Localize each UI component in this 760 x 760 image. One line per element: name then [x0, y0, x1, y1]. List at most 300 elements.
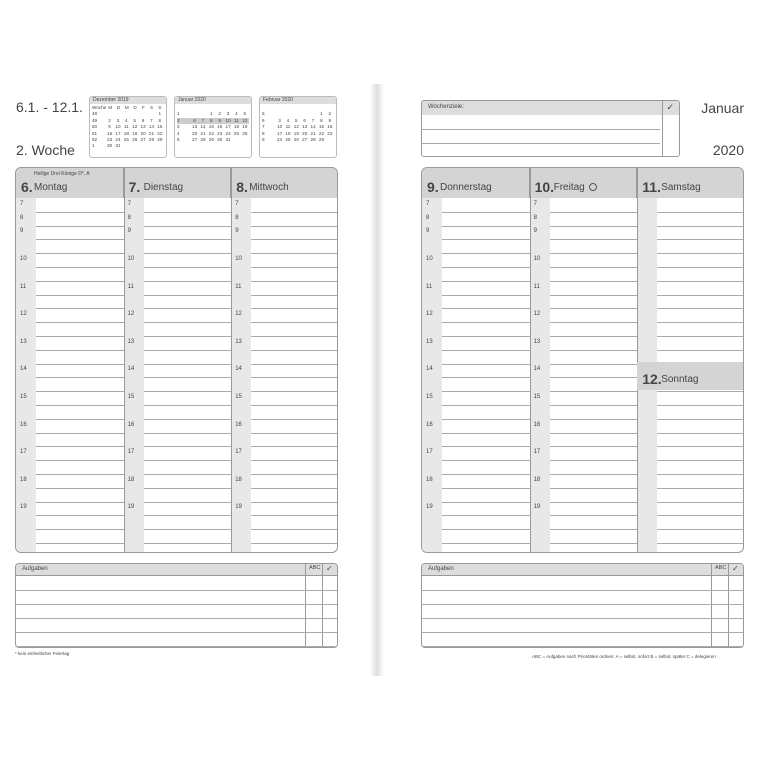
- schedule-line: [144, 377, 232, 378]
- schedule-line: [442, 405, 530, 406]
- schedule-line: [251, 295, 338, 296]
- tasks-divider: [728, 564, 729, 648]
- hour-label: 18: [426, 476, 433, 483]
- schedule-line: [144, 474, 232, 475]
- hour-label: 17: [426, 449, 433, 456]
- weekday-schedule-left: [15, 167, 338, 553]
- task-line: [422, 590, 743, 591]
- schedule-line: [144, 446, 232, 447]
- tasks-divider: [711, 564, 712, 648]
- schedule-line: [657, 543, 744, 544]
- task-line: [16, 618, 337, 619]
- hour-label: 17: [127, 449, 135, 456]
- schedule-line: [144, 502, 232, 503]
- schedule-line: [550, 391, 638, 392]
- schedule-line: [550, 350, 638, 351]
- schedule-line: [550, 336, 638, 337]
- hour-label: 11: [533, 283, 540, 290]
- mini-calendar-title: Januar 2020: [175, 97, 251, 104]
- hour-label: 19: [533, 504, 541, 511]
- hour-label: 11: [235, 283, 242, 290]
- hour-label: 11: [426, 283, 433, 290]
- schedule-line: [442, 391, 530, 392]
- book-gutter: [370, 84, 384, 676]
- hour-label: 13: [20, 338, 27, 345]
- task-line: [422, 618, 743, 619]
- day-cell: 12: [132, 124, 138, 130]
- day-cell: 4: [125, 117, 128, 123]
- schedule-line: [251, 364, 338, 365]
- tasks-label: Aufgaben: [22, 566, 48, 572]
- day-cell: 8: [320, 117, 323, 123]
- hour-label: 7: [426, 200, 430, 207]
- hour-label: 11: [20, 283, 27, 290]
- day-cell: 3: [226, 111, 230, 117]
- day-cell: 24: [277, 136, 283, 142]
- day-cell: [156, 143, 164, 149]
- day-cell: 5: [295, 117, 298, 123]
- schedule-line: [442, 488, 530, 489]
- schedule-line: [550, 543, 638, 544]
- day-cell: 8: [158, 117, 162, 123]
- day-cell: 26: [242, 130, 248, 136]
- schedule-line: [550, 446, 638, 447]
- column-divider: [637, 168, 638, 552]
- day-cell: 5: [243, 111, 247, 117]
- hour-label: 16: [533, 421, 541, 428]
- schedule-line: [657, 295, 744, 296]
- hour-label: 8: [426, 214, 430, 221]
- schedule-line: [251, 350, 338, 351]
- schedule-line: [657, 502, 744, 503]
- day-header-montag: [16, 168, 124, 198]
- day-cell: 26: [132, 136, 138, 142]
- schedule-line: [251, 212, 338, 213]
- schedule-line: [36, 267, 124, 268]
- day-cell: 18: [123, 130, 129, 136]
- schedule-line: [550, 419, 638, 420]
- task-line: [422, 632, 743, 633]
- schedule-line: [657, 267, 744, 268]
- tasks-header: [422, 564, 743, 576]
- schedule-line: [550, 253, 638, 254]
- schedule-line: [144, 267, 232, 268]
- week-number-cell: 48: [92, 111, 98, 117]
- hour-label: 8: [20, 214, 24, 221]
- mini-calendar-grid: [90, 104, 166, 151]
- day-number: 11.: [642, 179, 661, 195]
- day-cell: 19: [242, 124, 248, 130]
- hour-label: 18: [235, 476, 242, 483]
- hour-label: 12: [235, 311, 242, 318]
- schedule-line: [251, 419, 338, 420]
- schedule-line: [36, 446, 124, 447]
- day-cell: 22: [157, 130, 163, 136]
- schedule-line: [144, 239, 232, 240]
- schedule-line: [144, 308, 232, 309]
- schedule-line: [550, 488, 638, 489]
- week-number-cell: 4: [177, 130, 180, 136]
- task-line: [422, 646, 743, 647]
- hour-label: 13: [127, 338, 135, 345]
- hour-label: 18: [20, 476, 27, 483]
- goals-header: [422, 101, 679, 115]
- day-cell: 15: [318, 124, 325, 130]
- year-label: 2020: [712, 142, 744, 158]
- day-cell: 11: [234, 117, 239, 123]
- day-cell: 25: [233, 130, 240, 136]
- schedule-line: [144, 350, 232, 351]
- schedule-line: [36, 515, 124, 516]
- day-cell: 14: [310, 124, 316, 130]
- schedule-line: [144, 460, 232, 461]
- day-cell: 22: [208, 130, 214, 136]
- schedule-line: [442, 295, 530, 296]
- schedule-line: [442, 267, 530, 268]
- hour-label: 7: [235, 200, 239, 207]
- day-cell: 17: [115, 130, 121, 136]
- footnote-priorities: ABC = Aufgaben nach Prioritäten ordnen: A = selbst, sofort B = selbst, später C = delegieren: [532, 654, 716, 659]
- day-number: 7.: [128, 179, 141, 195]
- day-cell: [139, 143, 147, 149]
- schedule-line: [36, 377, 124, 378]
- day-label: Dienstag: [143, 182, 184, 193]
- schedule-line: [442, 474, 530, 475]
- hour-label: 7: [533, 200, 537, 207]
- schedule-line: [144, 488, 232, 489]
- schedule-line: [251, 391, 338, 392]
- day-cell: 10: [115, 124, 121, 130]
- schedule-line: [550, 433, 638, 434]
- schedule-line: [442, 502, 530, 503]
- schedule-line: [144, 226, 232, 227]
- day-cell: 30: [107, 143, 113, 149]
- tasks-header: [16, 564, 337, 576]
- day-cell: 24: [115, 136, 121, 142]
- schedule-line: [251, 488, 338, 489]
- holiday-note: Heilige Drei Könige D*, A: [34, 171, 90, 177]
- hour-label: 19: [20, 504, 27, 511]
- task-line: [16, 590, 337, 591]
- day-cell: 7: [150, 117, 153, 123]
- day-cell: 9: [328, 117, 332, 123]
- tasks-divider: [305, 564, 306, 648]
- schedule-line: [550, 226, 638, 227]
- day-label: Samstag: [661, 182, 701, 193]
- schedule-line: [144, 419, 232, 420]
- schedule-line: [36, 308, 124, 309]
- goals-divider: [662, 101, 663, 157]
- schedule-line: [657, 419, 744, 420]
- schedule-line: [36, 543, 124, 544]
- hour-label: 9: [127, 228, 131, 235]
- day-cell: 14: [148, 124, 155, 130]
- hour-column-shade: [16, 198, 36, 552]
- schedule-line: [144, 433, 232, 434]
- checkmark-icon: ✓: [326, 564, 333, 573]
- day-cell: [147, 143, 155, 149]
- schedule-line: [550, 377, 638, 378]
- goals-label: Wochenziele:: [428, 104, 464, 110]
- hour-label: 16: [127, 421, 135, 428]
- day-cell: [232, 137, 240, 143]
- day-cell: 18: [285, 130, 291, 136]
- day-cell: 30: [217, 136, 223, 142]
- day-cell: 19: [293, 130, 299, 136]
- day-cell: 15: [157, 124, 163, 130]
- schedule-line: [657, 488, 744, 489]
- day-cell: 2: [108, 117, 111, 123]
- schedule-line: [36, 226, 124, 227]
- mini-calendar-grid: [260, 104, 336, 144]
- day-cell: 8: [210, 117, 213, 123]
- schedule-line: [144, 295, 232, 296]
- day-label: Freitag: [554, 182, 597, 193]
- schedule-line: [36, 474, 124, 475]
- schedule-line: [442, 433, 530, 434]
- schedule-line: [144, 212, 232, 213]
- week-number-cell: 1: [92, 143, 95, 149]
- schedule-line: [442, 308, 530, 309]
- schedule-line: [442, 336, 530, 337]
- column-divider: [124, 168, 125, 552]
- week-number-cell: 50: [92, 124, 98, 130]
- day-cell: 13: [302, 124, 308, 130]
- schedule-line: [251, 226, 338, 227]
- day-cell: 12: [242, 117, 248, 123]
- hour-label: 8: [235, 214, 239, 221]
- schedule-line: [36, 322, 124, 323]
- week-number-cell: 1: [177, 111, 180, 117]
- day-cell: 16: [217, 124, 223, 130]
- schedule-line: [144, 391, 232, 392]
- hour-label: 16: [235, 421, 242, 428]
- day-cell: 21: [148, 130, 155, 136]
- weekly-goals-box: [421, 100, 680, 157]
- schedule-line: [442, 446, 530, 447]
- hour-label: 19: [127, 504, 135, 511]
- hour-label: 13: [235, 338, 242, 345]
- schedule-line: [251, 322, 338, 323]
- schedule-line: [442, 239, 530, 240]
- day-cell: 29: [157, 136, 163, 142]
- day-cell: 19: [132, 130, 138, 136]
- hour-label: 9: [426, 228, 430, 235]
- week-number: 2. Woche: [16, 142, 75, 158]
- schedule-line: [251, 543, 338, 544]
- day-cell: [131, 143, 139, 149]
- schedule-line: [442, 226, 530, 227]
- hour-label: 14: [127, 366, 135, 373]
- hour-label: 8: [533, 214, 537, 221]
- schedule-line: [251, 515, 338, 516]
- tasks-box-left: [15, 563, 338, 648]
- week-number-cell: 2: [177, 117, 180, 123]
- schedule-line: [144, 253, 232, 254]
- hour-label: 7: [20, 200, 24, 207]
- task-line: [422, 604, 743, 605]
- day-cell: 21: [200, 130, 206, 136]
- day-cell: 12: [293, 124, 299, 130]
- day-cell: [326, 137, 334, 143]
- task-line: [16, 604, 337, 605]
- hour-label: 15: [426, 394, 433, 400]
- day-cell: 27: [140, 136, 146, 142]
- goals-line: [422, 129, 660, 130]
- day-cell: 10: [225, 117, 231, 123]
- schedule-line: [251, 433, 338, 434]
- mini-calendar-december: [89, 96, 167, 158]
- schedule-line: [657, 308, 744, 309]
- hour-label: 9: [20, 228, 24, 235]
- hour-label: 15: [127, 394, 135, 400]
- task-line: [16, 632, 337, 633]
- day-header-dienstag: [124, 168, 232, 198]
- weekday-label: M: [124, 105, 129, 110]
- hour-label: 15: [235, 394, 242, 400]
- day-cell: 31: [225, 136, 231, 142]
- weekday-label: S: [150, 105, 154, 110]
- schedule-line: [144, 543, 232, 544]
- day-cell: 27: [192, 136, 198, 142]
- tasks-divider: [322, 564, 323, 648]
- schedule-line: [36, 239, 124, 240]
- day-header-sonntag: [637, 362, 744, 390]
- day-label: Mittwoch: [249, 182, 289, 193]
- schedule-line: [36, 253, 124, 254]
- schedule-line: [36, 281, 124, 282]
- weekday-label: D: [133, 105, 137, 110]
- schedule-line: [442, 212, 530, 213]
- day-cell: 7: [201, 117, 205, 123]
- hour-label: 10: [426, 256, 433, 262]
- schedule-line: [657, 433, 744, 434]
- day-cell: 21: [310, 130, 316, 136]
- schedule-line: [550, 322, 638, 323]
- schedule-line: [442, 460, 530, 461]
- day-cell: 9: [108, 124, 111, 130]
- day-number: 6.: [21, 179, 33, 195]
- day-cell: 9: [218, 117, 221, 123]
- day-cell: 20: [140, 130, 146, 136]
- day-number: 8.: [236, 179, 248, 195]
- hour-label: 13: [426, 338, 433, 345]
- checkmark-icon: ✓: [732, 564, 739, 573]
- day-cell: 7: [311, 117, 315, 123]
- schedule-line: [36, 502, 124, 503]
- schedule-line: [36, 488, 124, 489]
- day-cell: 10: [277, 124, 283, 130]
- week-number-cell: 5: [262, 111, 265, 117]
- schedule-line: [442, 377, 530, 378]
- schedule-line: [36, 336, 124, 337]
- day-header-samstag: [637, 168, 744, 198]
- schedule-line: [36, 433, 124, 434]
- schedule-line: [251, 474, 338, 475]
- hour-label: 11: [127, 283, 134, 290]
- schedule-line: [657, 253, 744, 254]
- mini-calendar-title: Februar 2020: [260, 97, 336, 104]
- schedule-line: [657, 281, 744, 282]
- schedule-line: [442, 281, 530, 282]
- schedule-line: [144, 515, 232, 516]
- schedule-line: [550, 212, 638, 213]
- day-cell: 5: [133, 117, 136, 123]
- schedule-line: [251, 377, 338, 378]
- day-cell: 4: [286, 117, 290, 123]
- day-cell: 3: [278, 117, 281, 123]
- schedule-line: [36, 364, 124, 365]
- hour-label: 17: [20, 449, 27, 456]
- day-cell: 14: [200, 124, 206, 130]
- hour-label: 15: [20, 394, 27, 400]
- day-cell: 28: [200, 136, 206, 142]
- day-cell: 3: [116, 117, 120, 123]
- schedule-line: [657, 212, 744, 213]
- moon-phase-icon: [589, 183, 597, 191]
- mini-calendar-title: Dezember 2019: [90, 97, 166, 104]
- day-cell: 28: [310, 136, 316, 142]
- day-cell: 24: [225, 130, 231, 136]
- schedule-line: [251, 239, 338, 240]
- hour-column-shade: [530, 198, 550, 552]
- hour-label: 12: [127, 311, 135, 318]
- hour-label: 13: [533, 338, 541, 345]
- hour-label: 17: [533, 449, 541, 456]
- schedule-line: [251, 502, 338, 503]
- schedule-line: [550, 405, 638, 406]
- day-cell: 11: [285, 124, 291, 130]
- schedule-line: [550, 267, 638, 268]
- day-header-freitag: [530, 168, 638, 198]
- mini-calendar-week-row: [262, 137, 334, 143]
- schedule-line: [550, 308, 638, 309]
- footnote-holiday: * kein einheitlicher Feiertag: [15, 651, 70, 656]
- schedule-line: [442, 419, 530, 420]
- week-number-cell: 51: [92, 130, 98, 136]
- week-number-cell: 3: [177, 124, 180, 130]
- hour-label: 12: [20, 311, 27, 318]
- schedule-line: [550, 529, 638, 530]
- weekday-label: D: [116, 105, 121, 110]
- day-cell: 25: [285, 136, 291, 142]
- schedule-line: [251, 405, 338, 406]
- hour-label: 16: [426, 421, 433, 428]
- hour-label: 12: [426, 311, 433, 318]
- day-cell: 20: [302, 130, 308, 136]
- hour-column-shade: [124, 198, 144, 552]
- schedule-line: [657, 529, 744, 530]
- schedule-line: [442, 364, 530, 365]
- day-cell: [241, 137, 249, 143]
- hour-label: 10: [533, 256, 541, 262]
- day-number: 12.: [642, 371, 662, 387]
- schedule-line: [657, 474, 744, 475]
- day-cell: 11: [123, 124, 129, 130]
- day-cell: 22: [318, 130, 325, 136]
- schedule-line: [657, 226, 744, 227]
- schedule-line: [251, 308, 338, 309]
- day-cell: 13: [140, 124, 146, 130]
- weekday-label: F: [141, 105, 145, 110]
- weekday-label: Woche: [92, 105, 107, 110]
- hour-label: 8: [127, 214, 131, 221]
- day-cell: 18: [233, 124, 240, 130]
- day-cell: 4: [235, 111, 238, 117]
- mini-calendar-grid: [175, 104, 251, 144]
- day-header-donnerstag: [422, 168, 530, 198]
- week-number-cell: 7: [262, 124, 265, 130]
